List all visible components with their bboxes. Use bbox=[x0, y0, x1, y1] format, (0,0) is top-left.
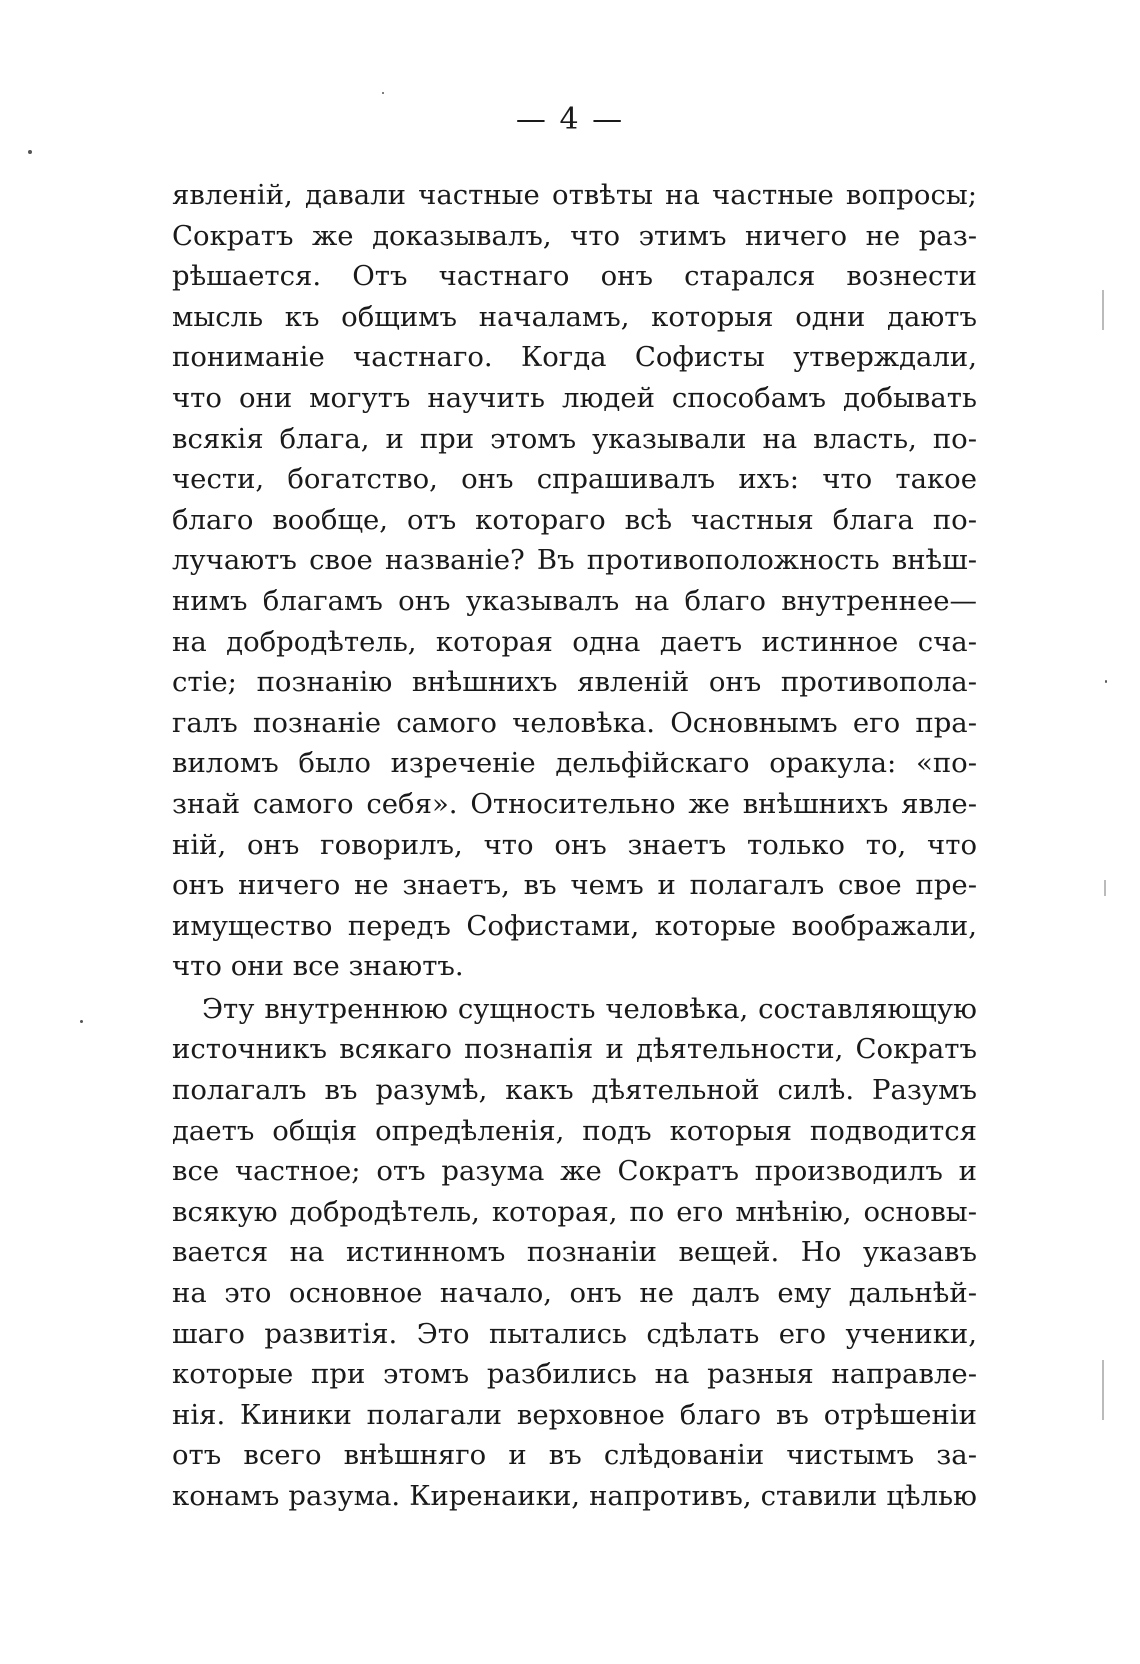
text-line: Эту внутреннюю сущность человѣка, составляющую bbox=[202, 992, 977, 1025]
page-number: — 4 — bbox=[515, 102, 625, 137]
text-line: мысль къ общимъ началамъ, которыя одни даютъ bbox=[172, 300, 977, 333]
text-line: на это основное начало, онъ не далъ ему дальнѣй- bbox=[172, 1277, 977, 1310]
scan-speck bbox=[382, 92, 384, 94]
text-line: конамъ разума. Киренаики, напротивъ, ставили цѣлью bbox=[172, 1480, 977, 1512]
text-line: чести, богатство, онъ спрашивалъ ихъ: что такое bbox=[172, 463, 977, 496]
text-line: на добродѣтель, которая одна даетъ истинное сча- bbox=[172, 625, 977, 658]
text-line: вается на истинномъ познаніи вещей. Но указавъ bbox=[172, 1236, 977, 1269]
text-line: всякую добродѣтель, которая, по его мнѣнію, основы- bbox=[172, 1195, 977, 1228]
text-line: ній, онъ говорилъ, что онъ знаетъ только то, что bbox=[172, 828, 977, 861]
text-line: явленій, давали частные отвѣты на частные вопросы; bbox=[172, 179, 977, 211]
text-line: галъ познаніе самого человѣка. Основнымъ его пра- bbox=[172, 706, 977, 739]
text-line: полагалъ въ разумѣ, какъ дѣятельной силѣ. Разумъ bbox=[172, 1074, 977, 1107]
text-line: источникъ всякаго познапія и дѣятельности, Сократъ bbox=[172, 1033, 977, 1066]
scan-edge-mark bbox=[1104, 880, 1106, 896]
text-line: шаго развитія. Это пытались сдѣлать его ученики, bbox=[172, 1317, 977, 1350]
text-line: пониманіе частнаго. Когда Софисты утверждали, bbox=[172, 341, 977, 374]
text-line: благо вообще, отъ котораго всѣ частныя блага по- bbox=[172, 503, 977, 536]
text-line: что они могутъ научить людей способамъ добывать bbox=[172, 381, 977, 414]
text-line: виломъ было изреченіе дельфійскаго оракула: «по- bbox=[172, 747, 977, 780]
body-text bbox=[172, 175, 977, 1517]
scan-edge-mark bbox=[1102, 1360, 1104, 1420]
text-line: даетъ общія опредѣленія, подъ которыя подводится bbox=[172, 1114, 977, 1147]
text-line: стіе; познанію внѣшнихъ явленій онъ противопола- bbox=[172, 666, 977, 699]
scan-speck bbox=[1105, 680, 1107, 683]
text-line: нія. Киники полагали верховное благо въ отрѣшеніи bbox=[172, 1398, 977, 1431]
text-line: онъ ничего не знаетъ, въ чемъ и полагалъ свое пре- bbox=[172, 869, 977, 902]
text-line: лучаютъ свое названіе? Въ противоположность внѣш- bbox=[172, 544, 977, 577]
text-line: знай самого себя». Относительно же внѣшнихъ явле- bbox=[172, 787, 977, 820]
text-line: которые при этомъ разбились на разныя направле- bbox=[172, 1358, 977, 1391]
paragraph bbox=[172, 175, 977, 987]
paragraph bbox=[172, 989, 977, 1517]
scan-speck bbox=[80, 1020, 83, 1023]
text-line: имущество передъ Софистами, которые воображали, bbox=[172, 909, 977, 942]
text-line: отъ всего внѣшняго и въ слѣдованіи чистымъ за- bbox=[172, 1439, 977, 1472]
text-line: нимъ благамъ онъ указывалъ на благо внутреннее— bbox=[172, 584, 977, 617]
text-line: что они все знаютъ. bbox=[172, 950, 464, 983]
text-line: Сократъ же доказывалъ, что этимъ ничего не раз- bbox=[172, 219, 977, 252]
scan-speck bbox=[28, 150, 32, 154]
text-line: рѣшается. Отъ частнаго онъ старался вознести bbox=[172, 260, 977, 293]
text-line: все частное; отъ разума же Сократъ производилъ и bbox=[172, 1155, 977, 1188]
text-line: всякія блага, и при этомъ указывали на власть, по- bbox=[172, 422, 977, 455]
scan-edge-mark bbox=[1102, 290, 1104, 330]
